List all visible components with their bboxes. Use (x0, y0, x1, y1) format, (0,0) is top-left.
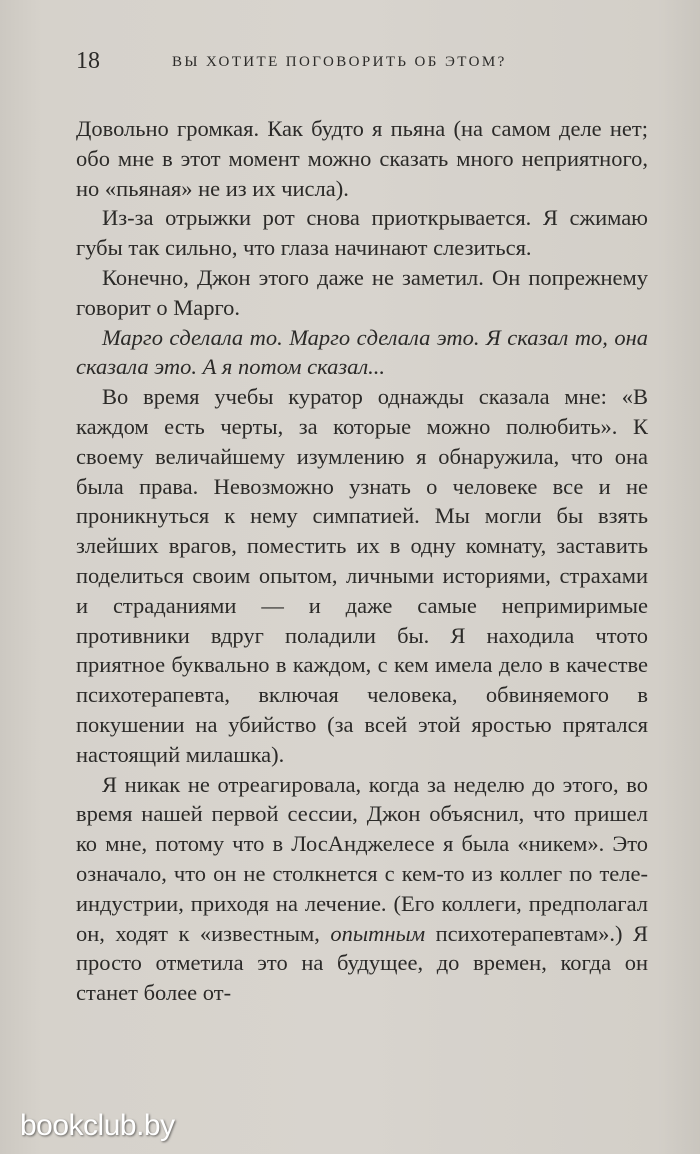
running-title: ВЫ ХОТИТЕ ПОГОВОРИТЬ ОБ ЭТОМ? (172, 54, 507, 70)
paragraph: Конечно, Джон этого даже не заметил. Он попрежнему говорит о Марго. (76, 264, 648, 320)
paragraph: Во время учебы куратор однажды сказала мне: «В каждом есть черты, за которые можно полюбить». К своему величайшему изумлению я обнаружила, что она была права. Невозможно узнать о человеке все и не проникнуться к нему симпатией. Мы могли бы взять злейших врагов, поместить их в одну комнату, заставить поделиться своим опытом, личными историями, страхами и страданиями — и даже самые непримиримые противники вдруг поладили бы. Я находила чтото приятное буквально в каждом, с кем имела дело в качестве психотерапевта, включая человека, обвиняемого в покушении на убийство (за всей этой яростью прятался настоящий милашка). (76, 384, 648, 767)
watermark-logo: bookclub.by (20, 1109, 175, 1142)
paragraph: Из-за отрыжки рот снова приоткрывается. Я сжимаю губы так сильно, что глаза начинают слезиться. (76, 205, 648, 261)
italic-word: опытным (330, 920, 426, 946)
body-text (76, 114, 648, 1008)
paragraph-tail: психотерапевтам».) Я просто отметила это на будущее, до времен, когда он станет более от- (76, 920, 648, 1006)
italic-paragraph: Марго сделала то. Марго сделала это. Я сказал то, она сказала это. А я потом сказал... (76, 324, 648, 380)
paragraph (76, 770, 648, 1008)
paragraph-text: Я никак не отреагировала, когда за неделю до этого, во время нашей первой сессии, Джон объяснил, что пришел ко мне, потому что в ЛосАнджелесе я была «никем». Это означало, что он не столкнется с кем-то из коллег по телеиндустрии, приходя на лечение. (Его коллеги, предполагал он, ходят к «известным, (76, 771, 648, 946)
page-number: 18 (76, 48, 100, 74)
page-header (76, 46, 636, 76)
paragraph: Довольно громкая. Как будто я пьяна (на самом деле нет; обо мне в этот момент можно сказать много неприятного, но «пьяная» не из их числа). (76, 116, 648, 201)
